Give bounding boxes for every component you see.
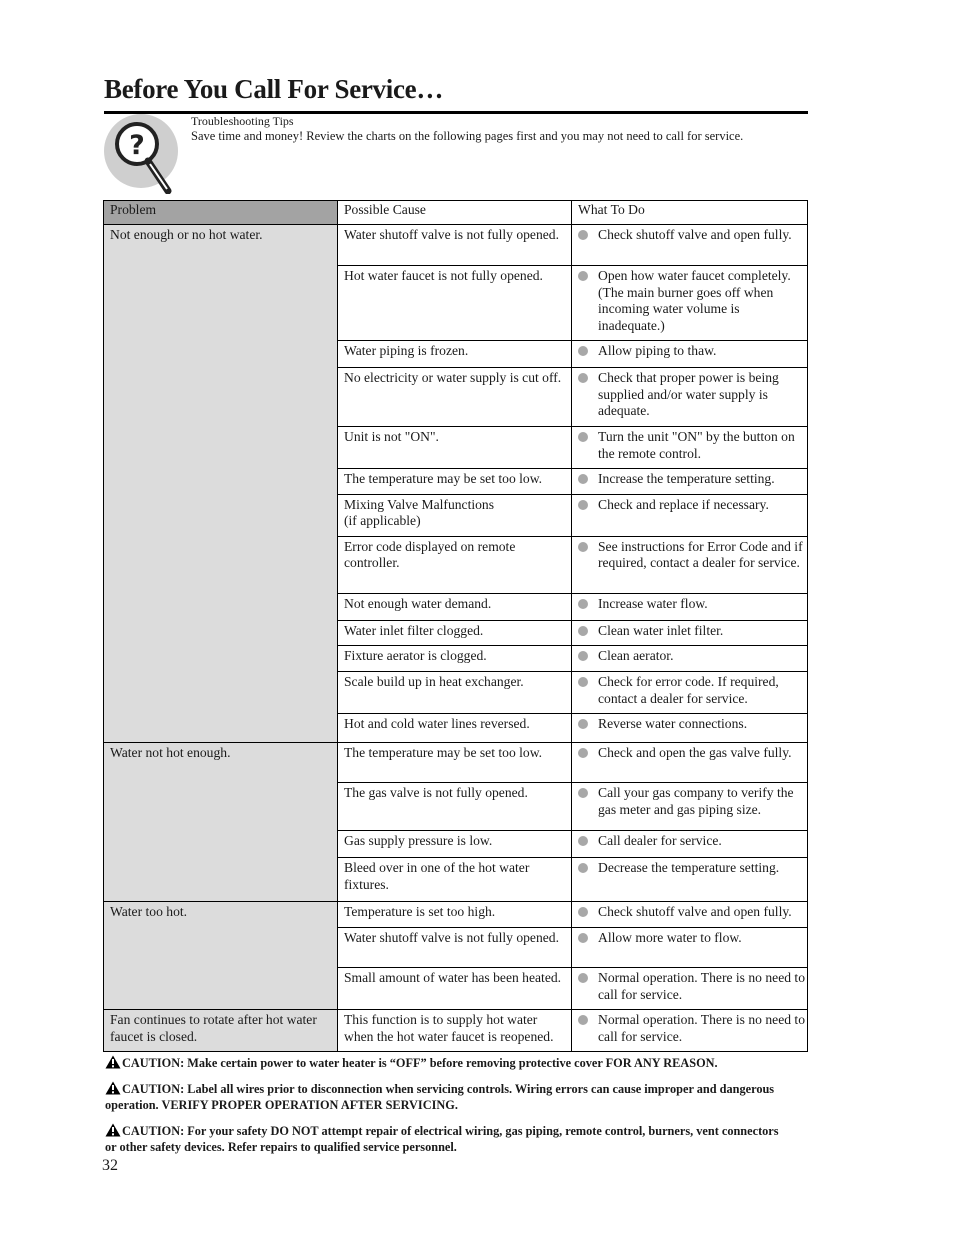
todo-cell [572, 902, 808, 928]
bullet-icon [578, 271, 588, 281]
bullet-icon [578, 907, 588, 917]
cause-cell: Water shutoff valve is not fully opened. [338, 928, 572, 968]
todo-text: Allow more water to flow. [598, 930, 742, 945]
todo-cell [572, 266, 808, 341]
todo-text: Check shutoff valve and open fully. [598, 227, 792, 242]
caution-note [105, 1081, 785, 1113]
bullet-icon [578, 863, 588, 873]
bullet-icon [578, 500, 588, 510]
cause-cell: Unit is not "ON". [338, 427, 572, 469]
bullet-icon [578, 836, 588, 846]
todo-cell [572, 368, 808, 427]
bullet-icon [578, 788, 588, 798]
page-number: 32 [102, 1157, 118, 1174]
bullet-icon [578, 626, 588, 636]
todo-cell [572, 620, 808, 646]
todo-cell [572, 783, 808, 831]
table-row [104, 1010, 808, 1052]
problem-cell: Water too hot. [104, 902, 338, 1010]
todo-cell [572, 743, 808, 783]
todo-cell [572, 928, 808, 968]
bullet-icon [578, 748, 588, 758]
caution-text: CAUTION: For your safety DO NOT attempt repair of electrical wiring, gas piping, remote control, burners, vent connectors or other safety devices. Refer repairs to qualified service personnel. [105, 1124, 779, 1154]
todo-text: Call your gas company to verify the gas meter and gas piping size. [598, 785, 794, 817]
todo-cell [572, 427, 808, 469]
todo-cell [572, 494, 808, 536]
bullet-icon [578, 346, 588, 356]
table-row [104, 743, 808, 783]
cause-cell: The gas valve is not fully opened. [338, 783, 572, 831]
cause-cell: Gas supply pressure is low. [338, 831, 572, 858]
bullet-icon [578, 474, 588, 484]
todo-text: Allow piping to thaw. [598, 343, 717, 358]
todo-text: Check and open the gas valve fully. [598, 745, 792, 760]
table-row [104, 225, 808, 266]
caution-note [105, 1055, 785, 1072]
bullet-icon [578, 1015, 588, 1025]
troubleshooting-table [103, 200, 808, 1052]
warning-triangle-icon [105, 1055, 121, 1069]
cause-cell: Water shutoff valve is not fully opened. [338, 225, 572, 266]
todo-text: Normal operation. There is no need to call for service. [598, 1012, 805, 1044]
page-title: Before You Call For Service… [104, 74, 444, 104]
cause-cell: This function is to supply hot water when the hot water faucet is reopened. [338, 1010, 572, 1052]
todo-cell [572, 469, 808, 495]
todo-text: Open how water faucet completely. (The main burner goes off when incoming water volume is inadequate.) [598, 268, 791, 333]
cause-cell: Fixture aerator is clogged. [338, 646, 572, 672]
table-header-row [104, 201, 808, 225]
bullet-icon [578, 373, 588, 383]
cause-cell: Hot water faucet is not fully opened. [338, 266, 572, 341]
cause-cell: Water inlet filter clogged. [338, 620, 572, 646]
todo-cell [572, 714, 808, 743]
bullet-icon [578, 599, 588, 609]
cause-cell: Hot and cold water lines reversed. [338, 714, 572, 743]
todo-text: Check for error code. If required, contact a dealer for service. [598, 674, 779, 706]
warning-triangle-icon [105, 1081, 121, 1095]
cause-cell: Not enough water demand. [338, 593, 572, 620]
svg-text:?: ? [129, 130, 145, 161]
todo-cell [572, 672, 808, 714]
warning-triangle-icon [105, 1123, 121, 1137]
question-magnifier-icon [104, 114, 180, 194]
bullet-icon [578, 677, 588, 687]
header-todo: What To Do [572, 201, 808, 225]
bullet-icon [578, 542, 588, 552]
todo-cell [572, 593, 808, 620]
bullet-icon [578, 230, 588, 240]
cause-cell: The temperature may be set too low. [338, 743, 572, 783]
todo-text: Increase the temperature setting. [598, 471, 775, 486]
caution-text: CAUTION: Make certain power to water heater is “OFF” before removing protective cover FOR ANY REASON. [122, 1056, 718, 1070]
table-row [104, 902, 808, 928]
todo-cell [572, 341, 808, 368]
todo-cell [572, 968, 808, 1010]
todo-text: Clean water inlet filter. [598, 622, 724, 638]
todo-cell [572, 536, 808, 593]
todo-cell [572, 646, 808, 672]
todo-text: Reverse water connections. [598, 716, 748, 731]
bullet-icon [578, 973, 588, 983]
caution-note [105, 1123, 785, 1155]
cause-cell: Mixing Valve Malfunctions (if applicable) [338, 494, 572, 536]
todo-text: See instructions for Error Code and if required, contact a dealer for service. [598, 538, 803, 570]
cause-cell: Bleed over in one of the hot water fixtures. [338, 858, 572, 902]
todo-text: Check shutoff valve and open fully. [598, 904, 792, 919]
todo-text: Check and replace if necessary. [598, 496, 769, 512]
todo-cell [572, 831, 808, 858]
cause-cell: The temperature may be set too low. [338, 469, 572, 495]
caution-text: CAUTION: Label all wires prior to disconnection when servicing controls. Wiring errors can cause improper and dangerous operation. VERIFY PROPER OPERATION AFTER SERVICING. [105, 1082, 775, 1112]
todo-cell [572, 225, 808, 266]
todo-text: Turn the unit "ON" by the button on the remote control. [598, 429, 795, 461]
tips-heading: Troubleshooting Tips [191, 114, 294, 128]
todo-text: Normal operation. There is no need to call for service. [598, 970, 805, 1002]
todo-text: Increase water flow. [598, 595, 708, 611]
tips-text: Save time and money! Review the charts on the following pages first and you may not need to call for service. [191, 129, 744, 143]
todo-text: Call dealer for service. [598, 833, 722, 848]
bullet-icon [578, 432, 588, 442]
problem-cell: Not enough or no hot water. [104, 225, 338, 743]
cause-cell: Temperature is set too high. [338, 902, 572, 928]
todo-cell [572, 1010, 808, 1052]
todo-cell [572, 858, 808, 902]
bullet-icon [578, 651, 588, 661]
problem-cell: Fan continues to rotate after hot water faucet is closed. [104, 1010, 338, 1052]
cause-cell: Scale build up in heat exchanger. [338, 672, 572, 714]
cause-cell: Error code displayed on remote controller. [338, 536, 572, 593]
todo-text: Decrease the temperature setting. [598, 860, 780, 875]
cause-cell: Small amount of water has been heated. [338, 968, 572, 1010]
bullet-icon [578, 719, 588, 729]
header-problem: Problem [104, 201, 338, 225]
header-cause: Possible Cause [338, 201, 572, 225]
todo-text: Clean aerator. [598, 648, 674, 663]
cause-cell: No electricity or water supply is cut off. [338, 368, 572, 427]
todo-text: Check that proper power is being supplied and/or water supply is adequate. [598, 370, 779, 418]
cause-cell: Water piping is frozen. [338, 341, 572, 368]
bullet-icon [578, 933, 588, 943]
problem-cell: Water not hot enough. [104, 743, 338, 902]
